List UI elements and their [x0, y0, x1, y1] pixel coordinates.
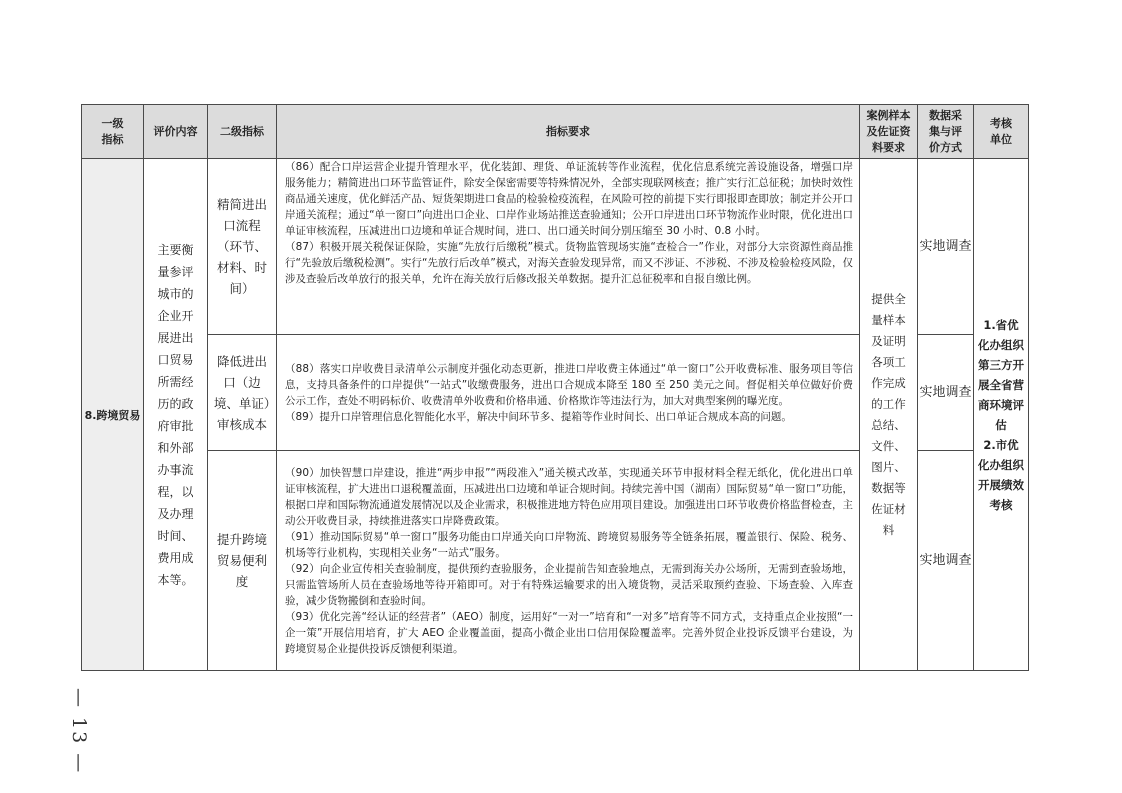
requirement-item: （87）积极开展关税保证保险，实施“先放行后缴税”模式。货物监管现场实施“查检合一”作业，对部分大宗资源性商品推行“先验放后缴税检测”。实行“先放行后改单”模式，对海关查验发现异常，而又不涉证、不涉税、不涉及检验检疫风险，仅涉及查验后改单放行的报关单，允许在海关放行后修改报关单数据。提升汇总征税率和自报自缴比例。 [285, 241, 853, 285]
evaluation-content: 主要衡量参评城市的企业开展进出口贸易所需经历的政府审批和外部办事流程，以及办理时间、费用成本等。 [144, 159, 208, 671]
requirement-item: （86）配合口岸运营企业提升管理水平，优化装卸、理货、单证流转等作业流程，优化信息系统完善设施设备，增强口岸服务能力；精简进出口环节监管证件，除安全保密需要等特殊情况外，全部实现联网核查；推广实行汇总征税；加快时效性商品通关速度，优化鲜活产品、短货架期进口食品的检验检疫流程，在风险可控的前提下实行即报即查即放；制定并公开口岸通关流程；通过“单一窗口”向进出口企业、口岸作业场站推送查验通知；公开口岸进出口环节物流作业时限，优化进出口单证审核流程，压减进出口边境和单证合规时间，进口、出口通关时间分别压缩至 30 小时、0.8 小时。 [285, 161, 853, 237]
evaluation-table [81, 104, 1029, 671]
sample-requirements: 提供全量样本及证明各项工作完成的工作总结、文件、图片、数据等佐证材料 [860, 159, 918, 671]
requirement-block [277, 451, 860, 671]
header-unit: 考核 单位 [974, 105, 1029, 159]
header-samples: 案例样本 及佐证资 料要求 [860, 105, 918, 159]
level2-indicator: 提升跨境贸易便利度 [208, 451, 277, 671]
header-row [82, 105, 1029, 159]
level1-indicator: 8.跨境贸易 [82, 159, 144, 671]
header-method: 数据采 集与评 价方式 [918, 105, 974, 159]
data-method: 实地调查 [918, 451, 974, 671]
header-requirements: 指标要求 [277, 105, 860, 159]
requirement-item: （90）加快智慧口岸建设，推进“两步申报”“两段准入”通关模式改革，实现通关环节申报材料全程无纸化，优化进出口单证审核流程，扩大进出口退税覆盖面，压减进出口边境和单证合规时间。持续完善中国（湖南）国际贸易“单一窗口”功能，根据口岸和国际物流通道发展情况以及企业需求，积极推进地方特色应用项目建设。加强进出口环节收费价格监督检查，主动公开收费目录，持续推进落实口岸降费政策。 [285, 466, 853, 527]
requirement-block [277, 159, 860, 335]
requirement-item: （92）向企业宣传相关查验制度，提供预约查验服务，企业提前告知查验地点，无需到海关办公场所，无需到查验场地，只需监管场所人员在查验场地等待开箱即可。对于有特殊运输要求的出入境货物，灵活采取预约查验、下场查验、入库查验，减少货物搬倒和查验时间。 [285, 562, 853, 607]
requirement-block [277, 335, 860, 451]
requirement-item: （93）优化完善“经认证的经营者”（AEO）制度，运用好“一对一”培育和“一对多”培育等不同方式，支持重点企业按照“一企一策”开展信用培育，扩大 AEO 企业覆盖面，提高小微企业出口信用保险覆盖率。完善外贸企业投诉反馈平台建设，为跨境贸易企业提供投诉反馈便利渠道。 [285, 610, 853, 655]
table-row [82, 159, 1029, 335]
data-method: 实地调查 [918, 335, 974, 451]
page-number: — 13 — [68, 688, 90, 775]
level2-indicator: 降低进出口（边境、单证）审核成本 [208, 335, 277, 451]
requirement-item: （91）推动国际贸易“单一窗口”服务功能由口岸通关向口岸物流、跨境贸易服务等全链条拓展，覆盖银行、保险、税务、机场等行业机构，实现相关业务“一站式”服务。 [285, 530, 853, 559]
requirement-item: （89）提升口岸管理信息化智能化水平，解决中间环节多、提箱等作业时间长、出口单证合规成本高的问题。 [285, 410, 792, 423]
data-method: 实地调查 [918, 159, 974, 335]
level2-indicator: 精简进出口流程（环节、材料、时间） [208, 159, 277, 335]
assessment-unit: 1.省优化办组织第三方开展全省营商环境评估 2.市优化办组织开展绩效考核 [974, 159, 1029, 671]
requirement-item: （88）落实口岸收费目录清单公示制度并强化动态更新，推进口岸收费主体通过“单一窗口”公开收费标准、服务项目等信息，支持具备条件的口岸提供“一站式”收缴费服务，进出口合规成本降至 180 至 250 美元之间。督促相关单位做好价费公示工作，查处不明码标价、收费清单外收费和价格串通、价格欺诈等违法行为，加大对典型案例的曝光度。 [285, 362, 853, 407]
header-content: 评价内容 [144, 105, 208, 159]
header-level2: 二级指标 [208, 105, 277, 159]
header-level1: 一级 指标 [82, 105, 144, 159]
